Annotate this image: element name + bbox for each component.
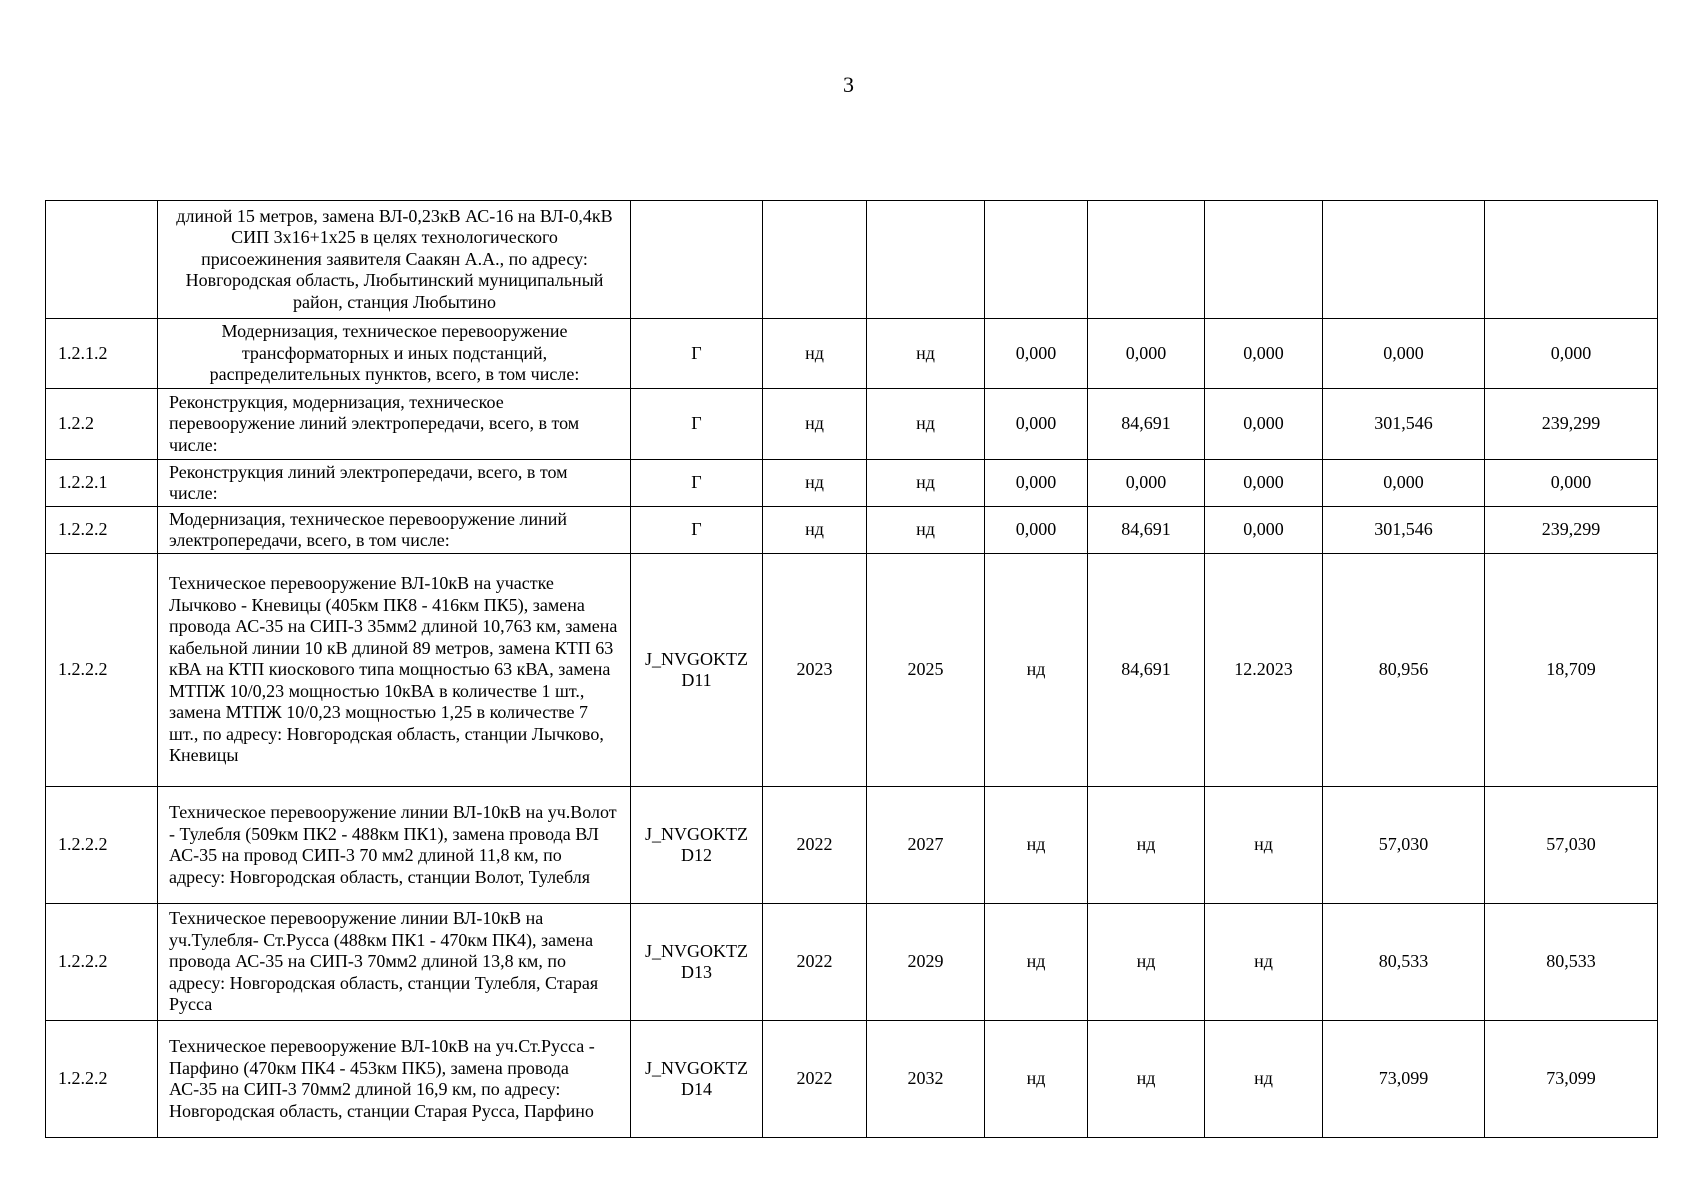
row-end-year: 2027 <box>867 787 985 904</box>
row-col-7: 84,691 <box>1088 507 1205 554</box>
row-code: J_NVGOKTZD13 <box>631 904 763 1021</box>
row-code: Г <box>631 389 763 460</box>
row-col-7: нд <box>1088 1021 1205 1138</box>
row-col-6: нд <box>985 787 1088 904</box>
row-col-8: 0,000 <box>1205 460 1323 507</box>
row-description: Модернизация, техническое перевооружение трансформаторных и иных подстанций, распределительных пунктов, всего, в том числе: <box>158 319 631 389</box>
row-col-6 <box>985 201 1088 319</box>
row-col-10: 57,030 <box>1485 787 1658 904</box>
row-col-7: 84,691 <box>1088 554 1205 787</box>
row-end-year: нд <box>867 319 985 389</box>
row-description: Техническое перевооружение ВЛ-10кВ на уч.Ст.Русса - Парфино (470км ПК4 - 453км ПК5), замена провода АС-35 на СИП-3 70мм2 длиной 16,9 км, по адресу: Новгородская область, станции Старая Русса, Парфино <box>158 1021 631 1138</box>
row-col-6: 0,000 <box>985 319 1088 389</box>
row-col-8: 12.2023 <box>1205 554 1323 787</box>
row-number: 1.2.2.2 <box>46 904 158 1021</box>
row-col-10: 73,099 <box>1485 1021 1658 1138</box>
row-number: 1.2.2.1 <box>46 460 158 507</box>
row-start-year: 2023 <box>763 554 867 787</box>
row-col-8: нд <box>1205 787 1323 904</box>
row-col-9: 301,546 <box>1323 389 1485 460</box>
row-description: Реконструкция линий электропередачи, всего, в том числе: <box>158 460 631 507</box>
row-number: 1.2.2.2 <box>46 1021 158 1138</box>
row-start-year: 2022 <box>763 1021 867 1138</box>
row-code: Г <box>631 507 763 554</box>
row-number <box>46 201 158 319</box>
row-col-9 <box>1323 201 1485 319</box>
row-end-year: 2025 <box>867 554 985 787</box>
row-end-year: 2029 <box>867 904 985 1021</box>
table-row <box>46 904 1658 1021</box>
row-col-10: 239,299 <box>1485 507 1658 554</box>
row-number: 1.2.2.2 <box>46 787 158 904</box>
row-col-8: 0,000 <box>1205 389 1323 460</box>
investment-table <box>45 200 1658 1138</box>
row-code: Г <box>631 319 763 389</box>
row-start-year: 2022 <box>763 787 867 904</box>
table-row <box>46 460 1658 507</box>
table-row <box>46 507 1658 554</box>
row-description: Реконструкция, модернизация, техническое перевооружение линий электропередачи, всего, в том числе: <box>158 389 631 460</box>
row-start-year: нд <box>763 507 867 554</box>
table-row <box>46 554 1658 787</box>
row-col-9: 0,000 <box>1323 319 1485 389</box>
row-col-7: 0,000 <box>1088 319 1205 389</box>
row-col-9: 73,099 <box>1323 1021 1485 1138</box>
row-start-year: нд <box>763 319 867 389</box>
row-col-6: нд <box>985 1021 1088 1138</box>
row-number: 1.2.2 <box>46 389 158 460</box>
row-col-9: 301,546 <box>1323 507 1485 554</box>
table-row <box>46 389 1658 460</box>
row-col-7: 84,691 <box>1088 389 1205 460</box>
row-col-10: 0,000 <box>1485 319 1658 389</box>
row-description: Техническое перевооружение линии ВЛ-10кВ на уч.Волот - Тулебля (509км ПК2 - 488км ПК1), замена провода ВЛ АС-35 на провод СИП-3 70 мм2 длиной 11,8 км, по адресу: Новгородская область, станции Волот, Тулебля <box>158 787 631 904</box>
row-col-9: 0,000 <box>1323 460 1485 507</box>
row-col-10 <box>1485 201 1658 319</box>
row-start-year: нд <box>763 460 867 507</box>
row-col-10: 239,299 <box>1485 389 1658 460</box>
table-row <box>46 201 1658 319</box>
row-code <box>631 201 763 319</box>
row-col-10: 18,709 <box>1485 554 1658 787</box>
row-code: J_NVGOKTZD12 <box>631 787 763 904</box>
row-col-8 <box>1205 201 1323 319</box>
row-col-6: нд <box>985 904 1088 1021</box>
row-col-7 <box>1088 201 1205 319</box>
row-col-8: нд <box>1205 904 1323 1021</box>
table-row <box>46 1021 1658 1138</box>
row-description: Техническое перевооружение ВЛ-10кВ на участке Лычково - Кневицы (405км ПК8 - 416км ПК5), замена провода АС-35 на СИП-3 35мм2 длиной 10,763 км, замена кабельной линии 10 кВ длиной 89 метров, замена КТП 63 кВА на КТП киоскового типа мощностью 63 кВА, замена МТПЖ 10/0,23 мощностью 10кВА в количестве 1 шт., замена МТПЖ 10/0,23 мощностью 1,25 в количестве 7 шт., по адресу: Новгородская область, станции Лычково, Кневицы <box>158 554 631 787</box>
table-row <box>46 319 1658 389</box>
row-col-6: 0,000 <box>985 507 1088 554</box>
row-col-8: 0,000 <box>1205 507 1323 554</box>
row-code: J_NVGOKTZD11 <box>631 554 763 787</box>
row-col-8: нд <box>1205 1021 1323 1138</box>
row-col-10: 0,000 <box>1485 460 1658 507</box>
row-start-year <box>763 201 867 319</box>
row-end-year: 2032 <box>867 1021 985 1138</box>
row-end-year <box>867 201 985 319</box>
row-col-6: нд <box>985 554 1088 787</box>
row-code: J_NVGOKTZD14 <box>631 1021 763 1138</box>
row-number: 1.2.2.2 <box>46 554 158 787</box>
row-col-9: 80,956 <box>1323 554 1485 787</box>
row-end-year: нд <box>867 460 985 507</box>
row-col-7: 0,000 <box>1088 460 1205 507</box>
row-description: длиной 15 метров, замена ВЛ-0,23кВ АС-16 на ВЛ-0,4кВ СИП 3х16+1х25 в целях технологического присоежинения заявителя Саакян А.А., по адресу: Новгородская область, Любытинский муниципальный район, станция Любытино <box>158 201 631 319</box>
row-col-10: 80,533 <box>1485 904 1658 1021</box>
row-start-year: 2022 <box>763 904 867 1021</box>
row-col-6: 0,000 <box>985 460 1088 507</box>
row-col-8: 0,000 <box>1205 319 1323 389</box>
page-number: 3 <box>843 72 854 97</box>
row-col-6: 0,000 <box>985 389 1088 460</box>
row-col-9: 57,030 <box>1323 787 1485 904</box>
row-col-7: нд <box>1088 787 1205 904</box>
row-start-year: нд <box>763 389 867 460</box>
row-code: Г <box>631 460 763 507</box>
row-col-7: нд <box>1088 904 1205 1021</box>
table-row <box>46 787 1658 904</box>
row-description: Техническое перевооружение линии ВЛ-10кВ на уч.Тулебля- Ст.Русса (488км ПК1 - 470км ПК4), замена провода АС-35 на СИП-3 70мм2 длиной 13,8 км, по адресу: Новгородская область, станции Тулебля, Старая Русса <box>158 904 631 1021</box>
table-body <box>46 201 1658 1138</box>
row-end-year: нд <box>867 389 985 460</box>
row-description: Модернизация, техническое перевооружение линий электропередачи, всего, в том числе: <box>158 507 631 554</box>
row-col-9: 80,533 <box>1323 904 1485 1021</box>
row-number: 1.2.1.2 <box>46 319 158 389</box>
row-number: 1.2.2.2 <box>46 507 158 554</box>
row-end-year: нд <box>867 507 985 554</box>
